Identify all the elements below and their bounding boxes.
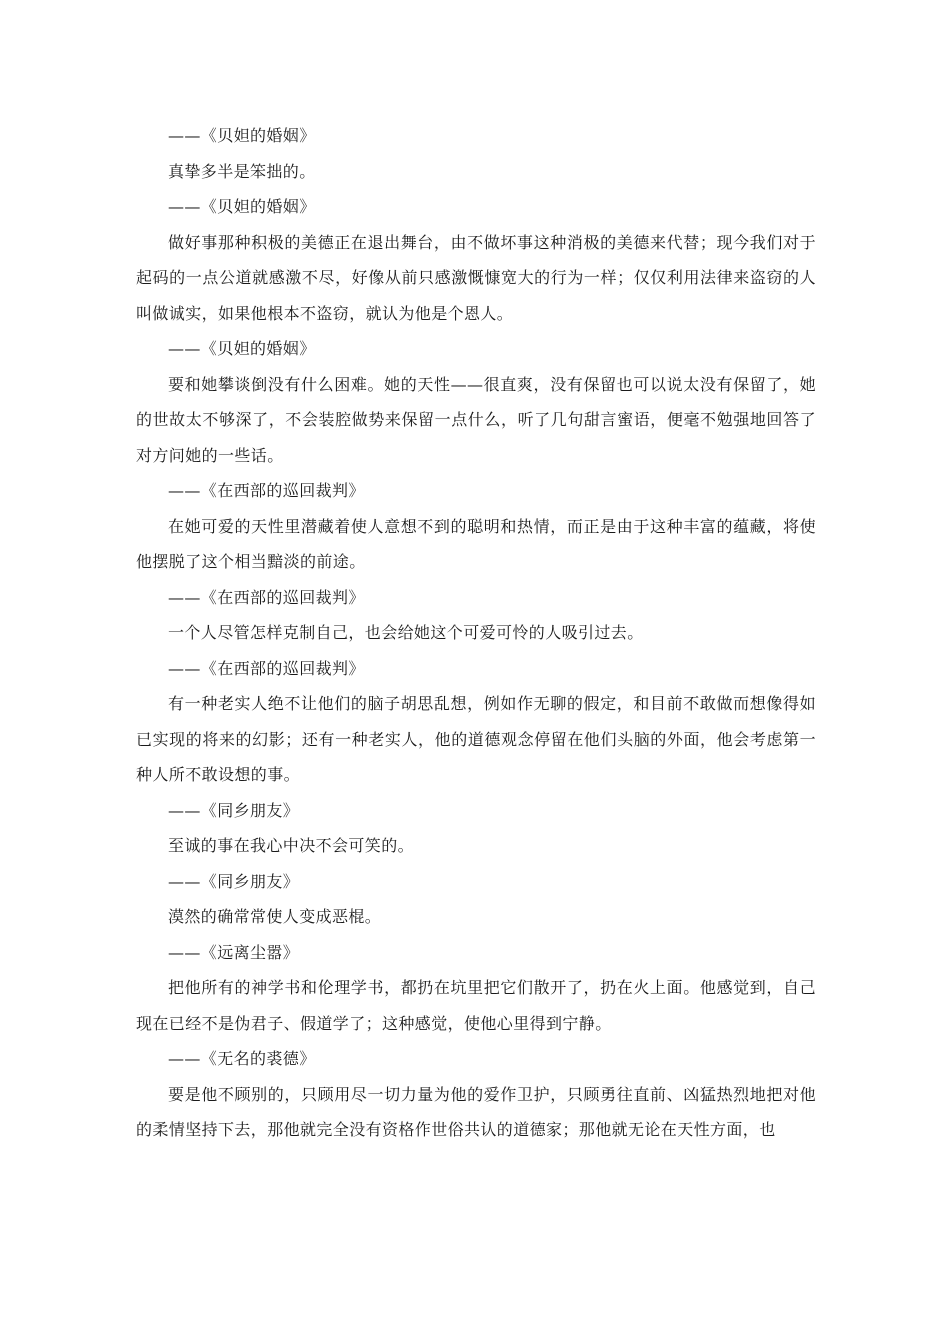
quote-source: ——《贝妲的婚姻》 [168,126,316,145]
quote-source: ——《在西部的巡回裁判》 [168,658,365,678]
quote-text: 要和她攀谈倒没有什么困难。她的天性——很直爽，没有保留也可以说太没有保留了，她的世故太不够深了，不会装腔做势来保留一点什么，听了几句甜言蜜语，便毫不勉强地回答了对方问她的一些话。 [136,374,816,465]
quote-source: ——《远离尘嚣》 [168,942,300,962]
quote-text: 至诚的事在我心中决不会可笑的。 [168,836,415,855]
quote-source: ——《同乡朋友》 [168,800,300,820]
quote-text: 要是他不顾别的，只顾用尽一切力量为他的爱作卫护，只顾勇往直前、凶猛热烈地把对他的柔情坚持下去，那他就完全没有资格作世俗共认的道德家；那他就无论在天性方面，也 [136,1084,816,1139]
quote-source: ——《在西部的巡回裁判》 [168,587,365,607]
quote-text: 漠然的确常常使人变成恶棍。 [168,907,382,926]
quote-source: ——《同乡朋友》 [168,871,300,891]
quote-text: 一个人尽管怎样克制自己，也会给她这个可爱可怜的人吸引过去。 [168,623,644,642]
quote-text: 在她可爱的天性里潜藏着使人意想不到的聪明和热情，而正是由于这种丰富的蕴藏，将使他摆脱了这个相当黯淡的前途。 [136,516,816,571]
quote-source: ——《在西部的巡回裁判》 [168,481,365,500]
quote-source: ——《无名的裘德》 [168,1049,316,1068]
quote-text: 把他所有的神学书和伦理学书，都扔在坑里把它们散开了，扔在火上面。他感觉到，自己现在已经不是伪君子、假道学了；这种感觉，使他心里得到宁静。 [136,978,816,1033]
quote-source: ——《贝妲的婚姻》 [168,197,316,216]
quote-text: 真挚多半是笨拙的。 [168,161,316,181]
quote-text: 做好事那种积极的美德正在退出舞台，由不做坏事这种消极的美德来代替；现今我们对于起码的一点公道就感激不尽，好像从前只感激慨慷宽大的行为一样；仅仅利用法律来盗窃的人叫做诚实，如果他根本不盗窃，就认为他是个恩人。 [136,232,816,323]
quote-source: ——《贝妲的婚姻》 [168,339,316,358]
quote-text: 有一种老实人绝不让他们的脑子胡思乱想，例如作无聊的假定，和目前不敢做而想像得如已实现的将来的幻影；还有一种老实人，他的道德观念停留在他们头脑的外面，他会考虑第一种人所不敢设想的事。 [136,694,816,784]
document-page [136,118,816,1148]
